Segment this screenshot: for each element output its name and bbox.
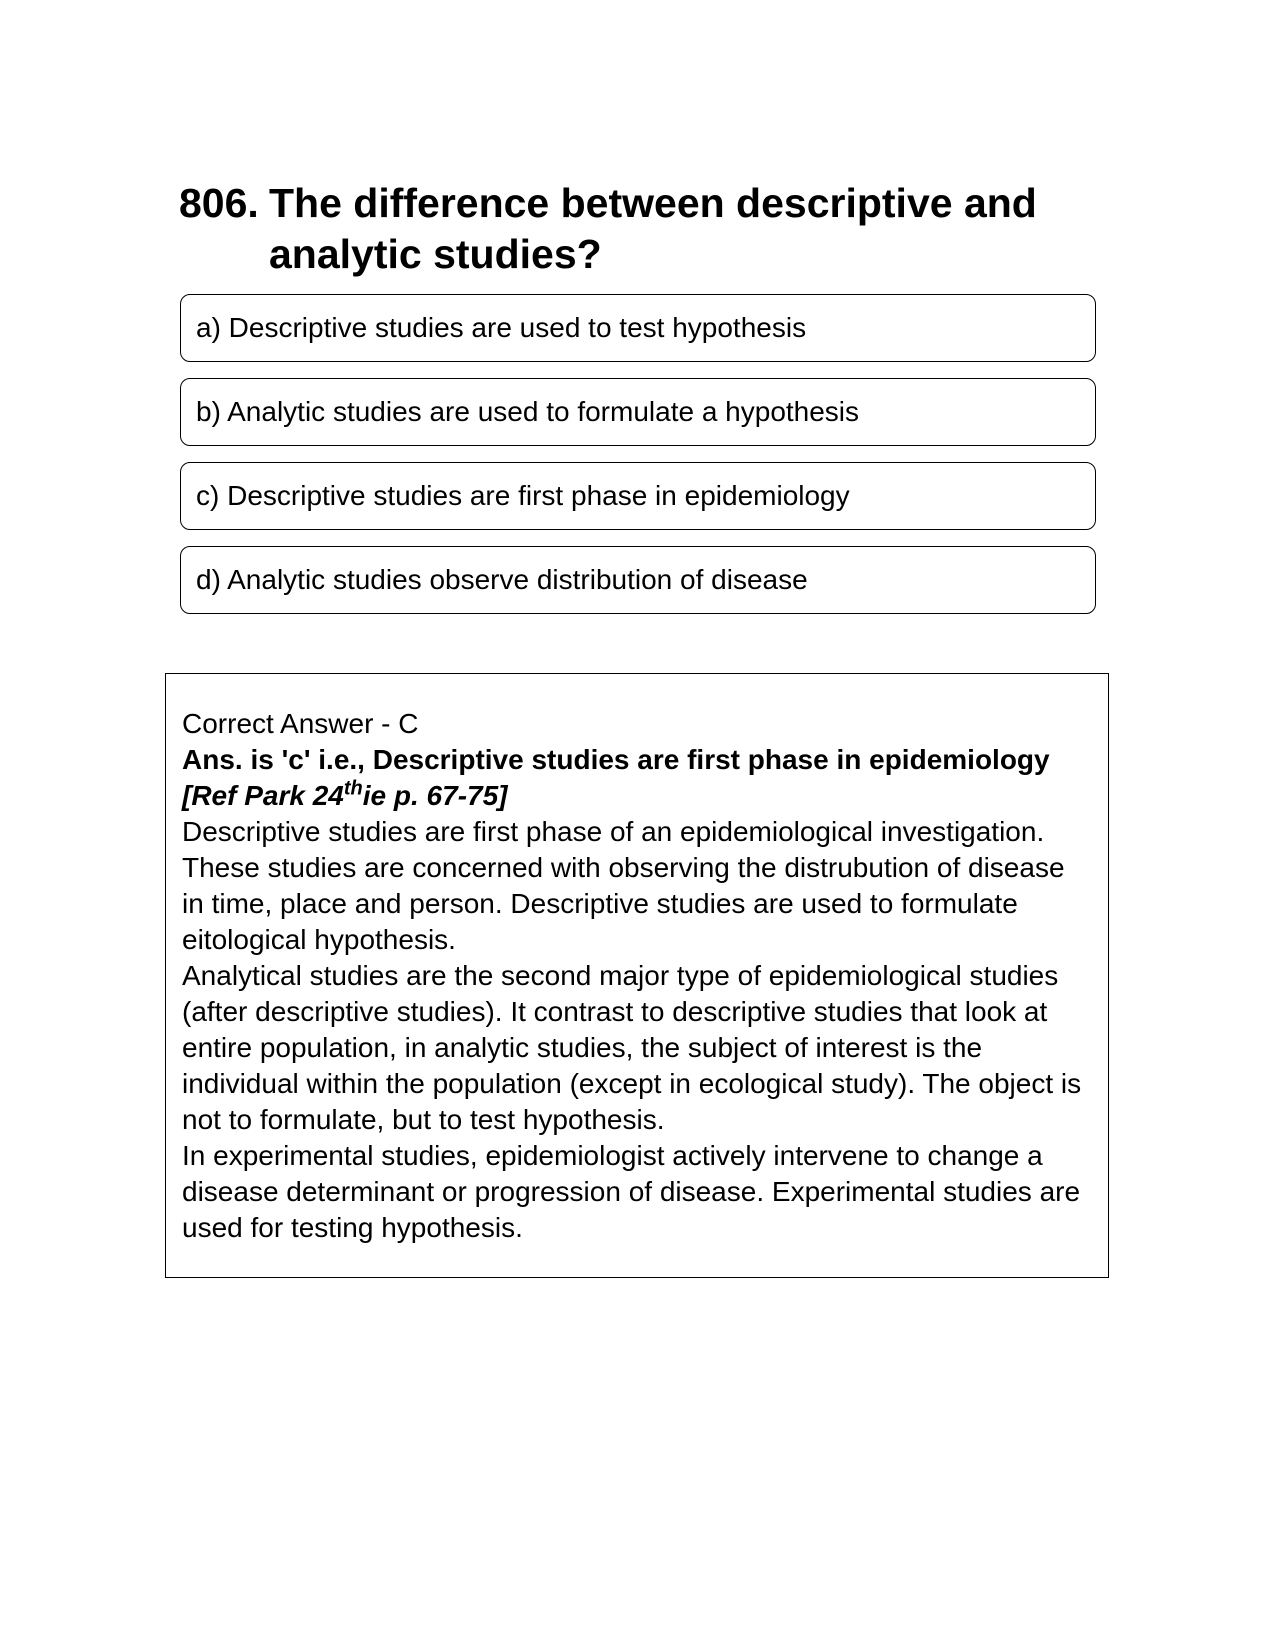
question-text: The difference between descriptive and analytic studies? bbox=[269, 180, 1037, 277]
reference-citation bbox=[182, 777, 508, 811]
answer-headline: Ans. is 'c' i.e., Descriptive studies are first phase in epidemiology bbox=[182, 744, 1050, 775]
correct-answer-line: Correct Answer - C bbox=[182, 708, 419, 739]
answer-headline-paragraph bbox=[182, 742, 1094, 814]
reference-superscript: th bbox=[343, 777, 363, 800]
reference-prefix: [Ref Park 24 bbox=[182, 780, 344, 811]
option-b[interactable]: b) Analytic studies are used to formulate a hypothesis bbox=[180, 378, 1096, 446]
option-d[interactable]: d) Analytic studies observe distribution of disease bbox=[180, 546, 1096, 614]
explanation-paragraph-1: Descriptive studies are first phase of an epidemiological investigation. These studies are concerned with observing the distrubution of disease in time, place and person. Descriptive studies are used to formulate eitological hypothesis. bbox=[182, 816, 1065, 955]
option-c[interactable]: c) Descriptive studies are first phase in epidemiology bbox=[180, 462, 1096, 530]
options-list bbox=[180, 294, 1096, 630]
question-number: 806. bbox=[179, 180, 259, 226]
explanation-paragraph-3: In experimental studies, epidemiologist actively intervene to change a disease determinant or progression of disease. Experimental studies are used for testing hypothesis. bbox=[182, 1140, 1081, 1243]
reference-suffix: ie p. 67-75] bbox=[362, 780, 508, 811]
answer-explanation-box bbox=[165, 673, 1109, 1278]
explanation-paragraph-2: Analytical studies are the second major type of epidemiological studies (after descriptive studies). It contrast to descriptive studies that look at entire population, in analytic studies, the subject of interest is the individual within the population (except in ecological study). The object is not to formulate, but to test hypothesis. bbox=[182, 960, 1082, 1135]
option-a[interactable]: a) Descriptive studies are used to test hypothesis bbox=[180, 294, 1096, 362]
question-heading bbox=[179, 178, 1079, 280]
